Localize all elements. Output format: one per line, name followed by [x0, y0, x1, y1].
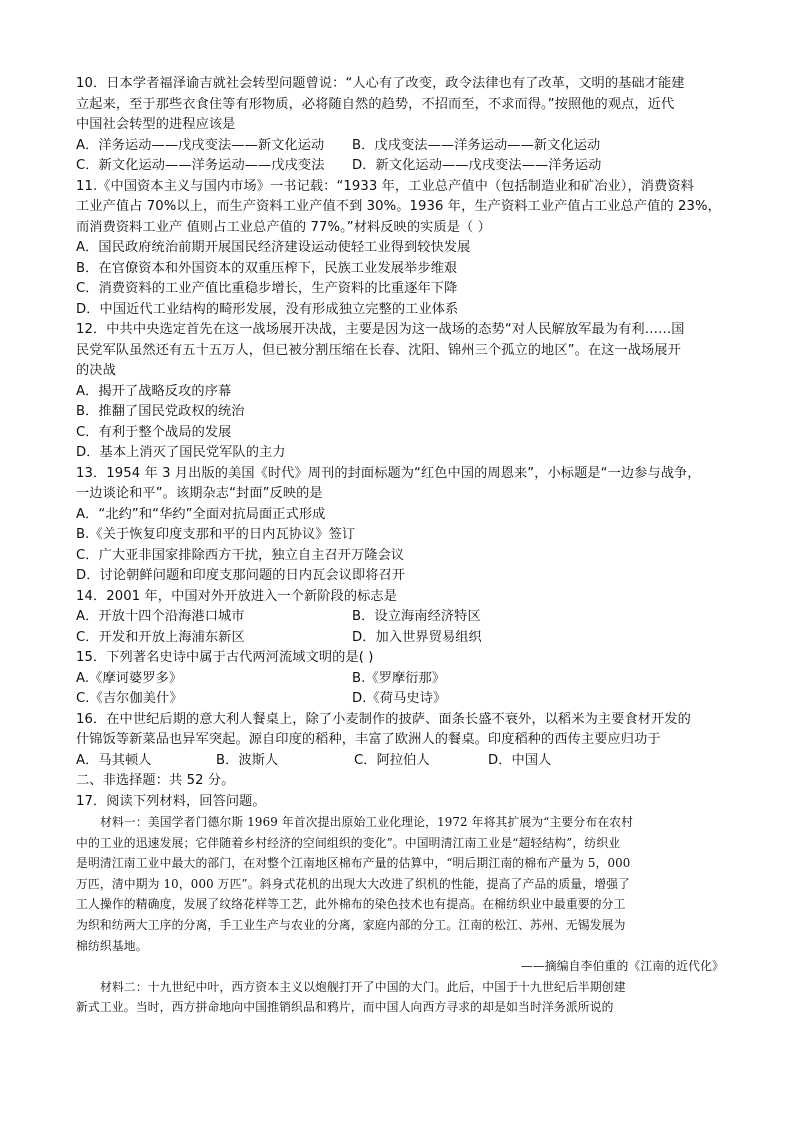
material-line: 材料一：美国学者门德尔斯 1969 年首次提出原始工业化理论，1972 年将其扩展为“主要分布在农村 [100, 815, 634, 829]
question-15 [76, 648, 724, 710]
material-line: 工人操作的精确度，发展了纹络花样等工艺，此外棉布的染色技术也有提高。在棉纺织业中最重要的分工 [76, 897, 626, 912]
question-stem-line: 10．日本学者福泽谕吉就社会转型问题曾说：“人心有了改变，政令法律也有了改革，文明的基础才能建 [76, 76, 685, 91]
material-source: ——摘编自李伯重的《江南的近代化》 [520, 959, 724, 974]
material-line: 为织和纺两大工序的分离，手工业生产与农业的分离，家庭内部的分工。江南的松江、苏州、无锡发展为 [76, 917, 626, 932]
exam-content [76, 74, 724, 1018]
option-b[interactable]: B.《关于恢复印度支那和平的日内瓦协议》签订 [76, 527, 356, 542]
question-stem-line: 什锦饭等新菜品也异军突起。源自印度的稻种，丰富了欧洲人的餐桌。印度稻种的西传主要应归功于 [76, 732, 661, 747]
option-d[interactable]: D．讨论朝鲜问题和印度支那问题的日内瓦会议即将召开 [76, 568, 406, 583]
option-row [76, 689, 724, 710]
question-stem-line: 15．下列著名史诗中属于古代两河流域文明的是( ) [76, 650, 374, 665]
question-stem-line: 立起来，至于那些衣食住等有形物质，必将随自然的趋势，不招而至，不求而得。”按照他的观点，近代 [76, 96, 675, 112]
question-13 [76, 464, 724, 587]
option-row [76, 628, 724, 649]
option-a[interactable]: A．马其顿人 [76, 752, 152, 768]
option-a[interactable]: A．揭开了战略反攻的序幕 [76, 383, 232, 399]
material-one [76, 812, 724, 977]
option-row [76, 669, 724, 690]
question-stem-line: 的决战 [76, 363, 116, 378]
option-c[interactable]: C．广大亚非国家排除西方干扰，独立自主召开万隆会议 [76, 547, 405, 563]
option-c[interactable]: C．消费资料的工业产值比重稳步增长，生产资料的比重逐年下降 [76, 281, 458, 296]
question-12 [76, 320, 724, 464]
material-line: 是明清江南工业中最大的部门，在对整个江南地区棉布产量的估算中，“明后期江南的棉布产量为 5，000 [76, 856, 631, 871]
material-line: 新式工业。当时，西方拼命地向中国推销织品和鸦片，而中国人向西方寻求的却是如当时洋务派所说的 [76, 1000, 614, 1015]
material-two [76, 977, 724, 1018]
option-b[interactable]: B．设立海南经济特区 [352, 609, 481, 624]
question-stem-line: 一边谈论和平”。该期杂志“封面”反映的是 [76, 486, 323, 501]
material-line: 中的工业的迅速发展；它伴随着乡村经济的空间组织的变化”。中国明清江南工业是“超轻结构”，纺织业 [76, 835, 621, 850]
option-d[interactable]: D．中国近代工业结构的畸形发展，没有形成独立完整的工业体系 [76, 301, 459, 317]
option-a[interactable]: A．开放十四个沿海港口城市 [76, 609, 245, 624]
option-b[interactable]: B．在官僚资本和外国资本的双重压榨下，民族工业发展举步维艰 [76, 260, 458, 276]
option-row [76, 136, 724, 157]
option-b[interactable]: B．波斯人 [216, 752, 279, 768]
material-line: 棉纺织基地。 [76, 938, 148, 953]
question-11 [76, 177, 724, 321]
option-a[interactable]: A．洋务运动——戊戌变法——新文化运动 [76, 137, 325, 153]
question-16 [76, 710, 724, 772]
question-stem-line: 而消费资料工业产 值则占工业总产值的 77%。”材料反映的实质是（ ） [76, 219, 491, 235]
option-d[interactable]: D.《荷马史诗》 [352, 691, 447, 706]
question-14 [76, 587, 724, 649]
question-stem-line: 13．1954 年 3 月出版的美国《时代》周刊的封面标题为“红色中国的周恩来”，小标题是“一边参与战争， [76, 465, 701, 481]
option-c[interactable]: C．阿拉伯人 [354, 752, 430, 768]
option-row [76, 156, 724, 177]
option-a[interactable]: A．国民政府统治前期开展国民经济建设运动使轻工业得到较快发展 [76, 240, 471, 255]
section-heading: 二、非选择题：共 52 分。 [76, 773, 235, 788]
question-stem-line: 17．阅读下列材料，回答问题。 [76, 793, 266, 809]
option-b[interactable]: B.《罗摩衍那》 [352, 670, 446, 686]
question-stem-line: 14．2001 年，中国对外开放进入一个新阶段的标志是 [76, 588, 397, 604]
question-stem-line: 工业产值占 70%以上，而生产资料工业产值不到 30%。1936 年，生产资料工业产值占工业总产值的 23%， [76, 199, 721, 214]
option-c[interactable]: C．开发和开放上海浦东新区 [76, 629, 245, 645]
question-stem-line: 16．在中世纪后期的意大利人餐桌上，除了小麦制作的披萨、面条长盛不衰外，以稻米为主要食材开发的 [76, 711, 691, 727]
material-line: 万匹，清中期为 10，000 万匹”。斜身式花机的出现大大改进了织机的性能，提高了产品的质量，增强了 [76, 876, 631, 891]
option-d[interactable]: D．中国人 [488, 752, 552, 768]
question-10 [76, 74, 724, 177]
question-stem-line: 11.《中国资本主义与国内市场》一书记载：“1933 年，工业总产值中（包括制造业和矿冶业），消费资料 [76, 178, 694, 194]
option-b[interactable]: B．推翻了国民党政权的统治 [76, 404, 245, 419]
option-row [76, 751, 724, 772]
option-a[interactable]: A．“北约”和“华约”全面对抗局面正式形成 [76, 506, 326, 522]
question-stem-line: 12．中共中央选定首先在这一战场展开决战，主要是因为这一战场的态势“对人民解放军最为有利……国 [76, 322, 685, 337]
option-d[interactable]: D．加入世界贸易组织 [352, 629, 482, 645]
question-stem-line: 中国社会转型的进程应该是 [76, 117, 236, 132]
option-c[interactable]: C．有利于整个战局的发展 [76, 424, 232, 440]
option-c[interactable]: C.《吉尔伽美什》 [76, 691, 183, 706]
question-17 [76, 792, 724, 1018]
option-d[interactable]: D．新文化运动——戊戌变法——洋务运动 [352, 158, 602, 173]
option-b[interactable]: B．戊戌变法——洋务运动——新文化运动 [352, 137, 601, 153]
option-row [76, 607, 724, 628]
material-line: 材料二：十九世纪中叶，西方资本主义以炮舰打开了中国的大门。此后，中国于十九世纪后半期创建 [100, 979, 626, 994]
option-d[interactable]: D．基本上消灭了国民党军队的主力 [76, 445, 286, 460]
question-stem-line: 民党军队虽然还有五十五万人，但已被分割压缩在长春、沈阳、锦州三个孤立的地区”。在这一战场展开 [76, 342, 681, 358]
option-c[interactable]: C．新文化运动——洋务运动——戊戌变法 [76, 158, 325, 173]
option-a[interactable]: A.《摩诃婆罗多》 [76, 670, 183, 686]
